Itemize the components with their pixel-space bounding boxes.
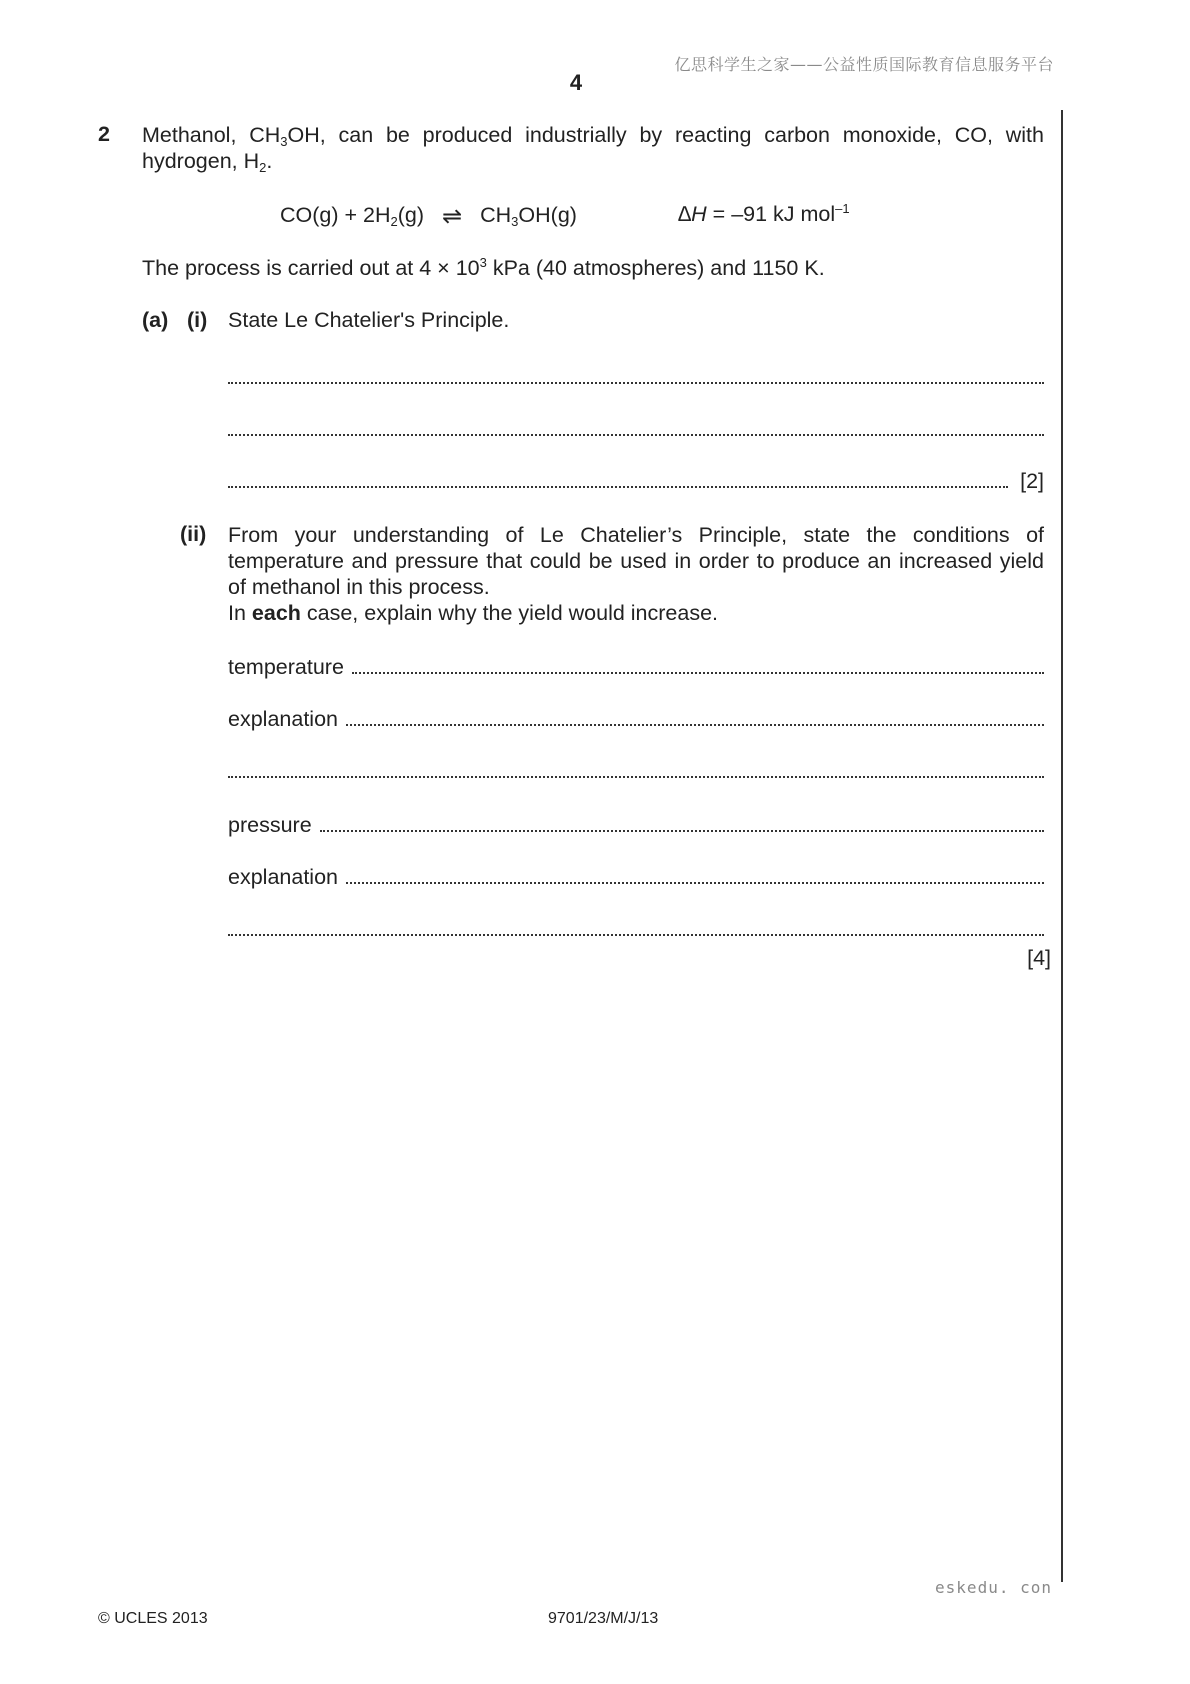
pressure-explanation-line-2[interactable] [228, 916, 1044, 942]
copyright: © UCLES 2013 [98, 1610, 208, 1627]
paper-code: 9701/23/M/J/13 [548, 1610, 659, 1627]
explanation-label: explanation [228, 865, 338, 889]
part-a-i-label: (i) [187, 308, 208, 332]
equilibrium-arrow-icon: ⇌ [442, 203, 463, 230]
answer-line-a-i-2[interactable] [228, 416, 1044, 442]
footer-watermark: eskedu. con [935, 1578, 1052, 1597]
explanation-label: explanation [228, 707, 338, 731]
part-a-ii-instruction: In each case, explain why the yield would increase. [228, 601, 719, 625]
header-watermark: 亿思科学生之家——公益性质国际教育信息服务平台 [674, 55, 1054, 74]
margin-rule [1061, 110, 1063, 1582]
page-number: 4 [569, 70, 583, 95]
part-a-label: (a) [142, 308, 169, 332]
answer-line-a-i-1[interactable] [228, 364, 1044, 390]
temperature-label: temperature [228, 655, 344, 679]
part-a-i-question: State Le Chatelier's Principle. [228, 308, 510, 332]
enthalpy-change: ∆H = –91 kJ mol$^{-1}$ [678, 201, 850, 226]
pressure-label: pressure [228, 813, 312, 837]
answer-line-a-i-3[interactable] [228, 468, 1044, 494]
temperature-answer-line[interactable] [228, 654, 1044, 680]
process-conditions: The process is carried out at $4 \times 10^3$ kPa (40 atmospheres) and 1150 K. [142, 255, 825, 280]
part-a-ii-question: From your understanding of Le Chatelier’s Principle, state the conditions of temperature and pressure that could be used in order to produce an increased yield of methanol in this process. [228, 523, 1044, 599]
reaction-equation: $CO(g) + 2H_2(g)$ ⇌ $CH_3OH(g)$ [280, 203, 577, 230]
mark-allocation: [2] [1020, 469, 1044, 493]
pressure-explanation-line[interactable] [228, 864, 1044, 890]
temperature-explanation-line[interactable] [228, 706, 1044, 732]
question-intro: Methanol, $CH_3OH$, can be produced industrially by reacting carbon monoxide, CO, with hydrogen, $H_2$. [142, 123, 1044, 175]
pressure-answer-line[interactable] [228, 812, 1044, 838]
mark-allocation: [4] [1027, 946, 1051, 970]
temperature-explanation-line-2[interactable] [228, 758, 1044, 784]
question-number: 2 [98, 122, 110, 146]
part-a-ii-label: (ii) [180, 522, 207, 546]
